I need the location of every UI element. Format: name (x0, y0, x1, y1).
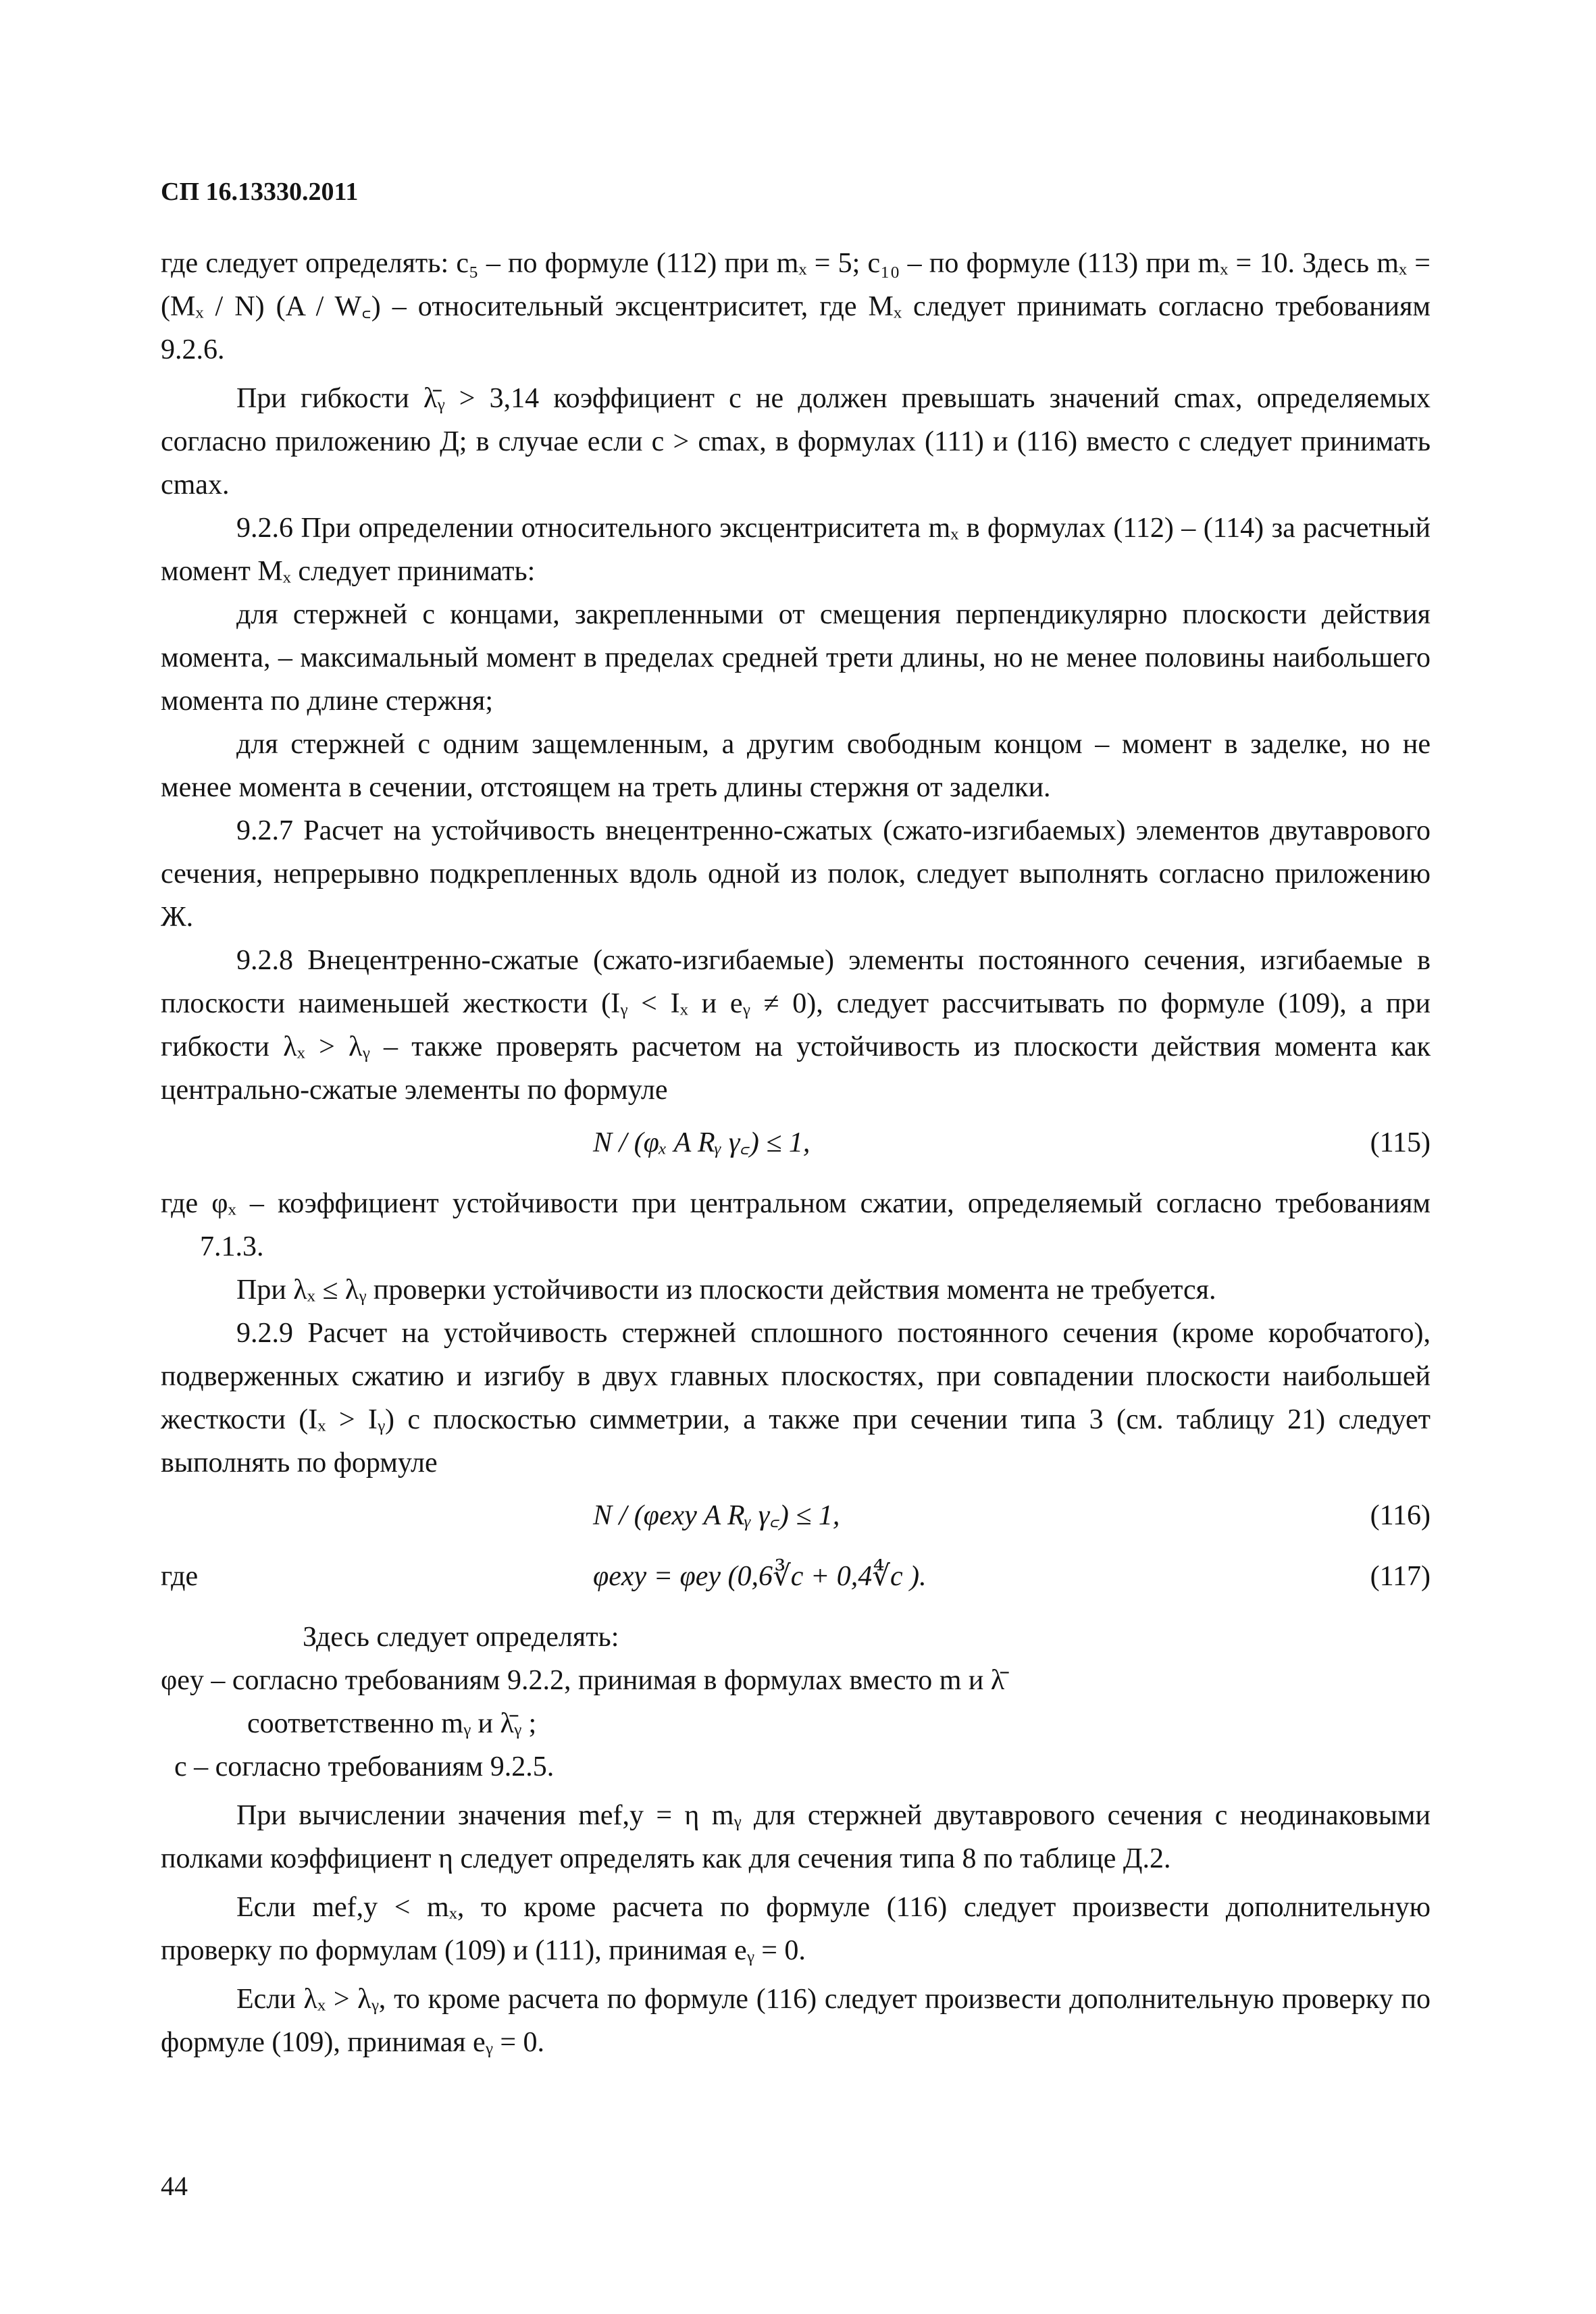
paragraph-c-values: где следует определять: c₅ – по формуле (112) при mₓ = 5; c₁₀ – по формуле (113) при mₓ = 10. Здесь mₓ = (Mₓ / N) (A / W꜀) – относительный эксцентриситет, где Mₓ следует принимать согласно требованиям 9.2.6. (161, 248, 1431, 365)
paragraph-9-2-9: 9.2.9 Расчет на устойчивость стержней сплошного постоянного сечения (кроме коробчатого), подверженных сжатию и изгибу в двух главных плоскостях, при совпадении плоскости наибольшей жесткости (Iₓ > Iᵧ) с плоскостью симметрии, а также при сечении типа 3 (см. таблицу 21) следует выполнять по формуле (161, 1318, 1431, 1479)
paragraph-respectively: соответственно mᵧ и λ̄ᵧ ; (247, 1708, 537, 1739)
page-number: 44 (161, 2171, 188, 2201)
formula-117 (161, 1555, 1431, 1606)
paragraph-c-requirement: c – согласно требованиям 9.2.5. (174, 1751, 555, 1782)
paragraph-no-check: При λₓ ≤ λᵧ проверки устойчивости из плоскости действия момента не требуется. (236, 1275, 1216, 1306)
paragraph-fixed-ends: для стержней с концами, закрепленными от смещения перпендикулярно плоскости действия момента, – максимальный момент в пределах средней трети длины, но не менее половины наибольшего момента по длине стержня; (161, 599, 1431, 717)
paragraph-cantilever: для стержней с одним защемленным, а другим свободным концом – момент в заделке, но не менее момента в сечении, отстоящем на треть длины стержня от заделки. (161, 729, 1431, 803)
page-body (161, 242, 1431, 2064)
paragraph-9-2-7: 9.2.7 Расчет на устойчивость внецентренно-сжатых (сжато-изгибаемых) элементов двутаврового сечения, непрерывно подкрепленных вдоль одной из полок, следует выполнять согласно приложению Ж. (161, 815, 1431, 933)
paragraph-phi-x-definition: где φₓ – коэффициент устойчивости при центральном сжатии, определяемый согласно требованиям 7.1.3. (161, 1188, 1431, 1262)
paragraph-mef-y: При вычислении значения mef,y = η mᵧ для стержней двутаврового сечения с неодинаковыми полками коэффициент η следует определять как для сечения типа 8 по таблице Д.2. (161, 1800, 1431, 1874)
paragraph-cmax-limit: При гибкости λ̄ᵧ > 3,14 коэффициент c не должен превышать значений cmax, определяемых согласно приложению Д; в случае если c > cmax, в формулах (111) и (116) вместо c следует принимать cmax. (161, 383, 1431, 500)
paragraph-define-here: Здесь следует определять: (303, 1622, 619, 1653)
formula-117-expression: φexy = φey (0,6∛c + 0,4∜c ). (593, 1561, 927, 1592)
formula-115-number: (115) (1370, 1127, 1431, 1158)
formula-116-expression: N / (φexy A Rᵧ γ꜀) ≤ 1, (593, 1500, 840, 1531)
formula-115-expression: N / (φₓ A Rᵧ γ꜀) ≤ 1, (593, 1127, 810, 1158)
formula-116 (161, 1494, 1431, 1545)
formula-117-number: (117) (1370, 1561, 1431, 1592)
paragraph-9-2-6: 9.2.6 При определении относительного эксцентриситета mₓ в формулах (112) – (114) за расчетный момент Mₓ следует принимать: (161, 513, 1431, 587)
paragraph-if-mef-less: Если mef,y < mₓ, то кроме расчета по формуле (116) следует произвести дополнительную проверку по формулам (109) и (111), принимая eᵧ = 0. (161, 1892, 1431, 1966)
formula-117-lead: где (161, 1561, 199, 1592)
paragraph-9-2-8: 9.2.8 Внецентренно-сжатые (сжато-изгибаемые) элементы постоянного сечения, изгибаемые в плоскости наименьшей жесткости (Iᵧ < Iₓ и eᵧ ≠ 0), следует рассчитывать по формуле (109), а при гибкости λₓ > λᵧ – также проверять расчетом на устойчивость из плоскости действия момента как центрально-сжатые элементы по формуле (161, 945, 1431, 1106)
document-code-header: СП 16.13330.2011 (161, 178, 359, 206)
paragraph-if-lambda-greater: Если λₓ > λᵧ, то кроме расчета по формуле (116) следует произвести дополнительную проверку по формуле (109), принимая eᵧ = 0. (161, 1984, 1431, 2058)
formula-115 (161, 1121, 1431, 1173)
formula-116-number: (116) (1370, 1500, 1431, 1531)
paragraph-phi-ey: φey – согласно требованиям 9.2.2, принимая в формулах вместо m и λ̄ (161, 1665, 1005, 1696)
